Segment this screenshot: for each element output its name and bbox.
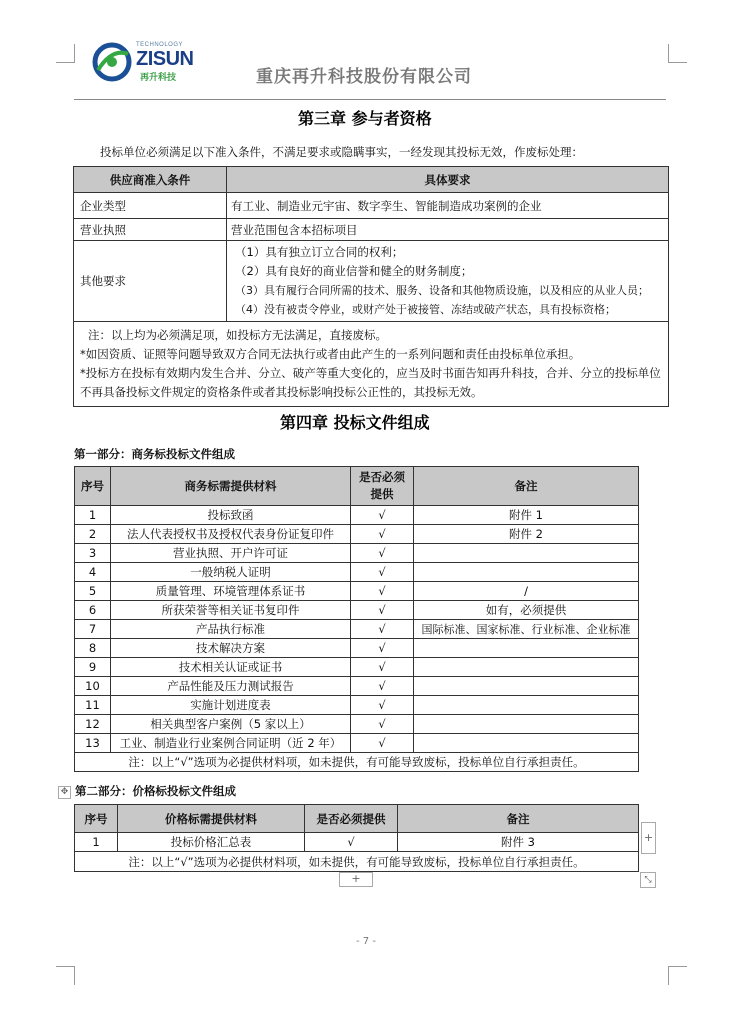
row-note — [414, 639, 639, 658]
col-no-header: 序号 — [75, 467, 111, 506]
row-no: 13 — [75, 734, 111, 753]
row-required: √ — [351, 601, 414, 620]
col-item-header: 价格标需提供材料 — [118, 805, 305, 833]
row-note: 附件 3 — [398, 833, 639, 852]
col-condition-header: 供应商准入条件 — [74, 167, 227, 193]
row-note: 如有，必须提供 — [414, 601, 639, 620]
row-required: √ — [351, 506, 414, 525]
header-divider — [74, 99, 666, 100]
row-note — [414, 715, 639, 734]
row-note — [414, 544, 639, 563]
chapter3-intro: 投标单位必须满足以下准入条件，不满足要求或隐瞒事实，一经发现其投标无效，作废标处理： — [100, 145, 583, 159]
add-row-button[interactable]: + — [339, 872, 373, 887]
table-row — [74, 241, 669, 322]
row-item: 所获荣誉等相关证书复印件 — [111, 601, 351, 620]
table-row — [75, 639, 639, 658]
row-required: √ — [351, 715, 414, 734]
row-required: √ — [351, 582, 414, 601]
col-no-header: 序号 — [75, 805, 118, 833]
table-row — [74, 193, 669, 219]
col-note-header: 备注 — [414, 467, 639, 506]
logo-cn-text: 再升科技 — [140, 73, 177, 83]
table-row — [75, 506, 639, 525]
row-item: 技术解决方案 — [111, 639, 351, 658]
row-required: √ — [351, 525, 414, 544]
table-row — [74, 219, 669, 241]
note-line: *如因资质、证照等问题导致双方合同无法执行或者由此产生的一系列问题和责任由投标单位承担。 — [80, 347, 581, 361]
chapter4-title: 第四章 投标文件组成 — [280, 413, 430, 432]
condition-value: 有工业、制造业元宇宙、数字孪生、智能制造成功案例的企业 — [227, 193, 669, 219]
row-item: 产品执行标准 — [111, 620, 351, 639]
row-item: 质量管理、环境管理体系证书 — [111, 582, 351, 601]
add-column-button[interactable]: + — [641, 822, 656, 854]
table-row — [75, 563, 639, 582]
row-required: √ — [351, 658, 414, 677]
price-bid-table — [74, 804, 639, 872]
logo-tech-text: TECHNOLOGY — [136, 42, 184, 48]
row-no: 10 — [75, 677, 111, 696]
row-note — [414, 658, 639, 677]
row-required: √ — [351, 620, 414, 639]
requirement-item: （2）具有良好的商业信誉和健全的财务制度； — [235, 264, 473, 278]
row-required: √ — [351, 696, 414, 715]
table-footer-row — [75, 852, 639, 872]
row-no: 6 — [75, 601, 111, 620]
business-bid-table — [74, 466, 639, 772]
table-row — [75, 658, 639, 677]
row-required: √ — [351, 563, 414, 582]
company-name: 重庆再升科技股份有限公司 — [256, 67, 472, 87]
row-item: 技术相关认证或证书 — [111, 658, 351, 677]
crop-mark-top-right — [668, 44, 687, 63]
table-footer-note: 注：以上“√”选项为必提供材料项，如未提供，有可能导致废标，投标单位自行承担责任。 — [75, 753, 639, 772]
part2-title: 第二部分：价格标投标文件组成 — [75, 784, 236, 798]
row-no: 4 — [75, 563, 111, 582]
row-no: 3 — [75, 544, 111, 563]
row-no: 2 — [75, 525, 111, 544]
row-note: 国际标准、国家标准、行业标准、企业标准 — [414, 620, 639, 639]
table-row — [75, 620, 639, 639]
row-no: 7 — [75, 620, 111, 639]
requirement-item: （4）没有被责令停业，或财产处于被接管、冻结或破产状态，具有投标资格； — [235, 303, 616, 316]
table-row — [74, 322, 669, 407]
table-row — [75, 601, 639, 620]
row-note — [414, 734, 639, 753]
row-note: 附件 2 — [414, 525, 639, 544]
table-row — [75, 833, 639, 852]
row-note: / — [414, 582, 639, 601]
row-no: 9 — [75, 658, 111, 677]
part1-title: 第一部分：商务标投标文件组成 — [74, 447, 235, 461]
table-move-handle[interactable]: ✥ — [58, 786, 71, 799]
row-note — [414, 696, 639, 715]
row-item: 实施计划进度表 — [111, 696, 351, 715]
row-note — [414, 677, 639, 696]
requirement-item: （3）具有履行合同所需的技术、服务、设备和其他物质设施，以及相应的从业人员； — [235, 284, 649, 297]
crop-mark-bottom-left — [56, 966, 75, 985]
row-no: 8 — [75, 639, 111, 658]
table-row — [75, 677, 639, 696]
table-footer-row — [75, 753, 639, 772]
row-item: 工业、制造业行业案例合同证明（近 2 年） — [111, 734, 351, 753]
logo-mark-icon — [92, 42, 134, 82]
row-required: √ — [351, 639, 414, 658]
table-row — [75, 734, 639, 753]
row-item: 营业执照、开户许可证 — [111, 544, 351, 563]
table-resize-handle[interactable]: ⤡ — [640, 872, 656, 888]
row-required: √ — [305, 833, 398, 852]
row-item: 产品性能及压力测试报告 — [111, 677, 351, 696]
row-item: 投标价格汇总表 — [118, 833, 305, 852]
row-note — [414, 563, 639, 582]
col-note-header: 备注 — [398, 805, 639, 833]
crop-mark-bottom-right — [668, 966, 687, 985]
row-no: 12 — [75, 715, 111, 734]
requirement-item: （1）具有独立订立合同的权利； — [235, 245, 404, 259]
row-item: 一般纳税人证明 — [111, 563, 351, 582]
page-number: - 7 - — [356, 936, 376, 947]
table-row — [75, 525, 639, 544]
condition-label: 企业类型 — [74, 193, 227, 219]
logo-brand-text: ZISUN — [136, 48, 194, 70]
note-line: 注：以上均为必须满足项，如投标方无法满足，直接废标。 — [88, 328, 387, 342]
row-item: 相关典型客户案例（5 家以上） — [111, 715, 351, 734]
table-row — [75, 544, 639, 563]
table-footer-note: 注：以上“√”选项为必提供材料项，如未提供，有可能导致废标，投标单位自行承担责任。 — [75, 852, 639, 872]
col-required-header: 是否必须提供 — [305, 805, 398, 833]
row-note: 附件 1 — [414, 506, 639, 525]
note-line: *投标方在投标有效期内发生合并、分立、破产等重大变化的，应当及时书面告知再升科技，合并、分立的投标单位不再具备投标文件规定的资格条件或者其投标影响投标公正性的，其投标无效。 — [80, 366, 661, 399]
row-no: 1 — [75, 506, 111, 525]
condition-value: 营业范围包含本招标项目 — [227, 219, 669, 241]
qualification-table — [73, 166, 669, 407]
row-no: 11 — [75, 696, 111, 715]
table-row — [75, 582, 639, 601]
table-row — [75, 696, 639, 715]
col-item-header: 商务标需提供材料 — [111, 467, 351, 506]
col-required-header: 是否必须提供 — [351, 467, 414, 506]
condition-label: 营业执照 — [74, 219, 227, 241]
row-item: 投标致函 — [111, 506, 351, 525]
condition-label: 其他要求 — [74, 241, 227, 322]
row-required: √ — [351, 677, 414, 696]
table-row — [75, 715, 639, 734]
chapter3-title: 第三章 参与者资格 — [298, 109, 432, 128]
row-required: √ — [351, 734, 414, 753]
row-no: 1 — [75, 833, 118, 852]
col-requirement-header: 具体要求 — [227, 167, 669, 193]
row-no: 5 — [75, 582, 111, 601]
row-item: 法人代表授权书及授权代表身份证复印件 — [111, 525, 351, 544]
crop-mark-top-left — [56, 44, 75, 63]
company-logo — [92, 42, 232, 84]
row-required: √ — [351, 544, 414, 563]
